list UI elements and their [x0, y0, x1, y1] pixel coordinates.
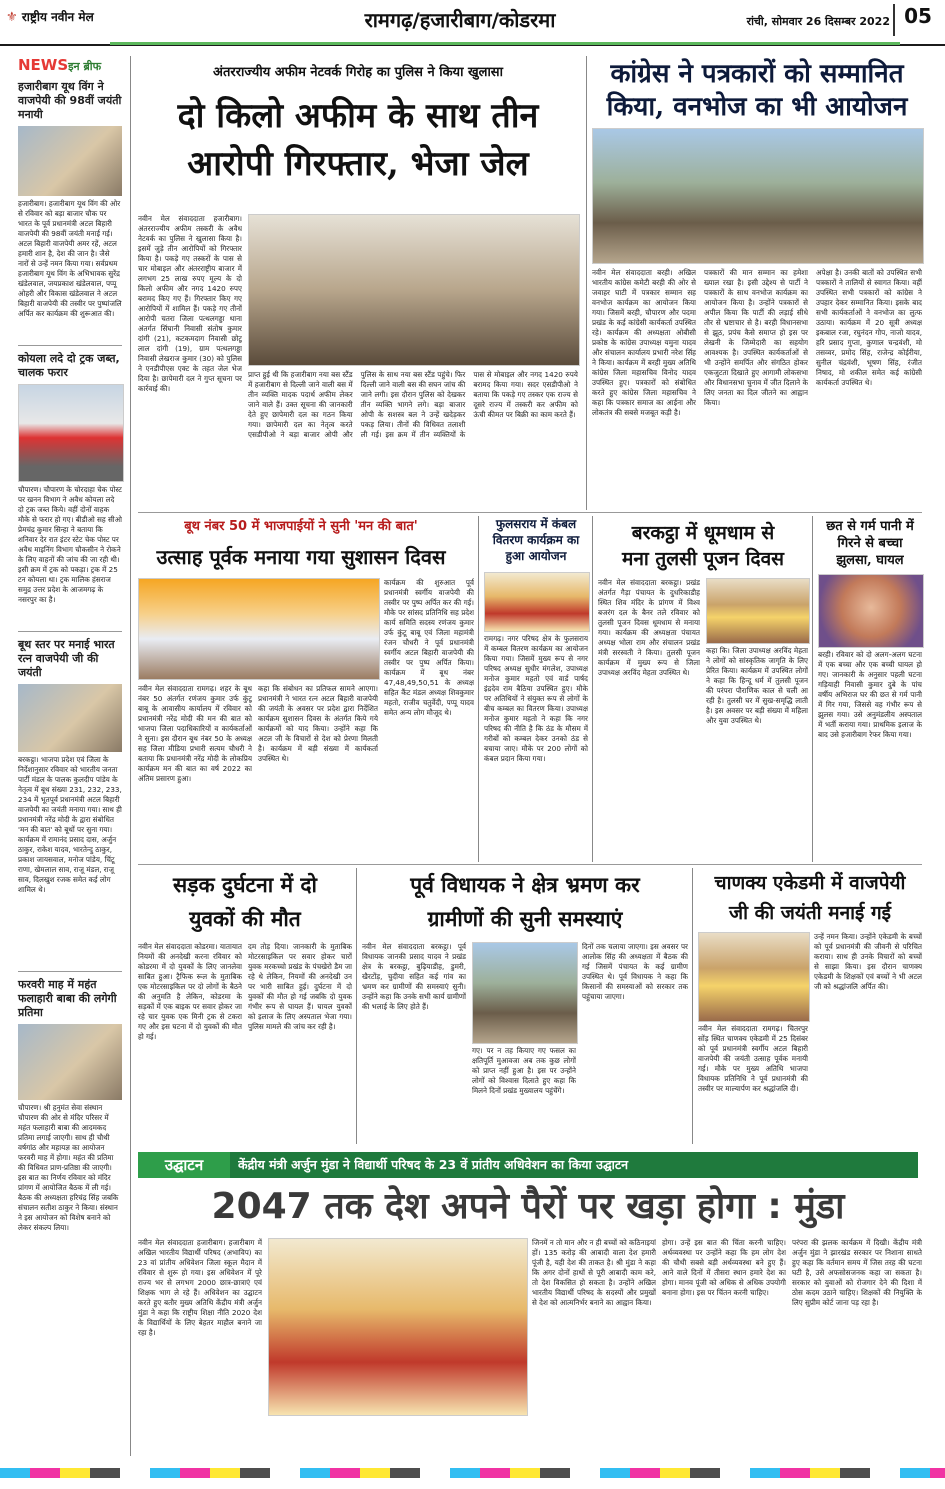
opium-column-2: प्राप्त हुई थी कि हजारीबाग नया बस स्टैंड में हजारीबाग से दिल्ली जाने वाली बस में तीन व्यक्ति मादक पदार्थ अफीम लेकर जाने वाले हैं। उक्त सूचना की जानकारी देते हुए छापेमारी दल का गठन किया गया। छापेमारी दल का नेतृत्व करते एसडीपीओ ने बड़ा बाजार ओपी और पुलिस के साथ नया बस स्टैंड पहुंचे। फिर दिल्ली जाने वाली बस की सघन जांच की जाने लगी। इस दौरान पुलिस को देखकर तीन व्यक्ति भागने लगे। बड़ा बाजार ओपी के सशस्त्र बल ने उन्हें खदेड़कर पकड़ लिया। तीनों की विधिवत तलाशी ली गई। इस क्रम में तीन व्यक्तियों के पास से मोबाइल और नगद 1420 रुपये बरामद किया गया। सदर एसडीपीओ ने बताया कि पकड़े गए तस्कर एक राज्य से दूसरे राज्य में तस्करी कर अफीम को ऊंची कीमत पर बिक्री का काम करते हैं। [248, 370, 578, 439]
header-rule [110, 42, 900, 45]
masthead [6, 8, 94, 25]
sushasan-column-3: कार्यक्रम की शुरुआत पूर्व प्रधानमंत्री स्वर्गीय वाजपेयी की तस्वीर पर पुष्प अर्पित कर की गई। मौके पर सांसद प्रतिनिधि सह प्रदेश कार्य समिति सदस्य रणंजय कुमार उर्फ कुंटू बाबू एवं जिला महामंत्री रंजन चौधरी ने पूर्व प्रधानमंत्री स्वर्गीय अटल बिहारी वाजपेयी की तस्वीर पर पुष्प अर्पित किया। कार्यक्रम में बूथ नंबर 47,48,49,50,51 के अध्यक्ष सहित कैंट मंडल अध्यक्ष शिवकुमार महतो, राजीव चतुर्वेदी, पप्पू यादव समेत अन्य लोग मौजूद थे। [384, 578, 474, 717]
baby-body: बरही। रविवार को दो अलग-अलग घटना में एक बच्चा और एक बच्ची घायल हो गए। जानकारी के अनुसार पहली घटना गड़ियाही निवासी कुमार दुबे के पांच वर्षीय अभिराज घर की छत से गर्म पानी में गिर गया, जिससे वह गंभीर रूप से झुलस गया। उसे अनुमंडलीय अस्पताल में भर्ती कराया गया। प्राथमिक इलाज के बाद उसे हजारीबाग रेफर किया गया। [818, 650, 922, 739]
sushasan-column-1: नवीन मेल संवाददाता रामगढ़। शहर के बूथ नंबर 50 अंतर्गत रणंजय कुमार उर्फ कुंटू बाबू के आवासीय कार्यालय में रविवार को प्रधानमंत्री नरेंद्र मोदी की मन की बात को भाजपा जिला पदाधिकारियों व कार्यकर्ताओं ने सुना। इस दौरान बूथ नंबर 50 के अध्यक्ष सह जिला मीडिया प्रभारी सत्यम चौधरी ने बताया कि प्रधानमंत्री नरेंद्र मोदी के लोकप्रिय कार्यक्रम मन की बात का वर्ष 2022 का अंतिम प्रसारण हुआ। [138, 684, 252, 783]
congress-column-3: अपेक्षा है। उनकी बातों को उपस्थित सभी पत्रकारों ने तालियों से स्वागत किया। वहीं उपस्थित सभी पत्रकारों को कांग्रेस ने उपहार देकर सम्मानित किया। इसके बाद सभी कार्यकर्ताओं ने वनभोज का लुत्फ उठाया। कार्यक्रम में 20 सूत्री अध्यक्ष इकबाल रजा, रघुनंदन गोप, नाजो यादव, हरि प्रसाद गुप्ता, कुणाल चन्द्रवंशी, मो तसव्वर, प्रमोद सिंह, राजेन्द्र कोईरीया, सुनील चंद्रवंशी, भूषण सिंह, रंजीत निषाद, मो शकील समेत कई कांग्रेसी कार्यकर्ता उपस्थित थे। [816, 268, 922, 387]
color-registration-strip [0, 1460, 945, 1489]
inauguration-tag: उद्घाटन [138, 1152, 230, 1178]
kambal-body: रामगढ़। नगर परिषद क्षेत्र के फुलसराय में कम्बल वितरण कार्यक्रम का आयोजन किया गया। जिसमें मुख्य रूप से नगर परिषद अध्यक्ष सुधीर मंगलेश, उपाध्यक्ष मनोज कुमार महतो एवं वार्ड पार्षद इंद्रदेव राम बैठिया उपस्थित हुए। मौके पर अतिथियों ने संयुक्त रूप से लोगों के बीच कम्बल का वितरण किया। उपाध्यक्ष मनोज कुमार महतो ने कहा कि नगर परिषद की नीति है कि ठंड के मौसम में गरीबों को कम्बल देकर उनको ठंड से बचाया जाए। मौके पर 200 लोगों को कंबल प्रदान किया गया। [484, 634, 588, 763]
chanakya-column-2: उन्हें नमन किया। उन्होंने एकेडमी के बच्चों को पूर्व प्रधानमंत्री की जीवनी से परिचित कराया। साथ ही उनके विचारों को बच्चों से साझा किया। इस दौरान चाणक्य एकेडमी के शिक्षकों एवं बच्चों ने भी अटल जी को श्रद्धांजलि अर्पित की। [814, 932, 922, 991]
vidhayak-column-1: नवीन मेल संवाददाता बरकट्ठा। पूर्व विधायक जानकी प्रसाद यादव ने प्रखंड क्षेत्र के बरकट्ठा, बुढ़ियाडीह, डुमरी, खैरटोंड़, चुदीया सहित कई गांव का भ्रमण कर ग्रामीणों की समस्याएं सुनी। उन्होंने कहा कि उनके सभी कार्य ग्रामीणों की भलाई के लिए होते हैं। [362, 942, 466, 1011]
vidhayak-headline: पूर्व विधायक ने क्षेत्र भ्रमण कर ग्रामीणों की सुनी समस्याएं [410, 872, 640, 931]
brief-photo-3 [18, 684, 122, 752]
edition-title: रामगढ़/हजारीबाग/कोडरमा [364, 8, 556, 32]
brief-headline-1: हजारीबाग यूथ विंग ने वाजपेयी की 98वीं जयंती मनायी [18, 80, 122, 121]
injured-child-photo [818, 574, 924, 648]
tulsi-column-2: कहा कि। जिला उपाध्यक्ष अरविंद मेहता ने लोगों को सांस्कृतिक जागृति के लिए प्रेरित किया। कार्यक्रम में उपस्थित लोगों ने कहा कि हिन्दू धर्म में तुलसी पूजन की परंपरा पौराणिक काल से चली आ रही है। तुलसी घर में सुख-समृद्धि लाती है। इस अवसर पर बड़ी संख्या में महिला और युवा उपस्थित थे। [706, 646, 808, 725]
bird-logo-icon: ⚜ [6, 10, 18, 25]
opium-column-1: नवीन मेल संवाददाता हजारीबाग। अंतरराज्यीय अफीम तस्करी के अवैध नेटवर्क का पुलिस ने खुलासा किया है। इसमें जुड़े तीन आरोपियों को गिरफ्तार किया है। पकड़े गए तस्करों के पास से चार मोबाइल और अंतरराष्ट्रीय बाजार में लगभग 25 लाख रुपए मूल्य के दो किलो अफीम और नगद 1420 रुपए बरामद किए गए हैं। गिरफ्तार किए गए आरोपियों में शामिल हैं। पकड़े गए तीनों आरोपी चतरा जिला पत्थलगड्डा थाना अंतर्गत सिंघानी निवासी संतोष कुमार दांगी (21), कटकमदाग निवासी छोटू लाल दांगी (19), ग्राम पत्थलगड्डा निवासी लेखराज कुमार (30) को पुलिस ने एनडीपीएस एक्ट के तहत जेल भेज दिया है। छापेमारी दल ने गुप्त सूचना पर कार्रवाई की। [138, 214, 242, 393]
news-in-brief-sidebar [18, 56, 122, 1416]
brief-headline-4: फरवरी माह में महंत फलाहारी बाबा की लगेगी प्रतिमा [18, 978, 117, 1019]
divider [18, 345, 122, 346]
congress-column-1: नवीन मेल संवाददाता बरही। अखिल भारतीय कांग्रेस कमेटी बरही की ओर से जवाहर घाटी में पत्रकार सम्मान सह वनभोज कार्यक्रम का आयोजन किया गया। जिसमें बरही, चौपारण और पदमा प्रखंड के कई कांग्रेसी कार्यकर्ता उपस्थित रहे। कार्यक्रम की अध्यक्षता ओबीसी प्रकोष्ठ के कांग्रेस उपाध्यक्ष यमुना यादव और संचालन कार्यालय प्रभारी नरेश सिंह ने किया। कार्यक्रम में बरही मुख्य अतिथि कांग्रेस जिला महासचिव विनोद यादव उपस्थित हुए। पत्रकारों को संबोधित करते हुए कांग्रेस जिला महासचिव ने कहा कि पत्रकार समाज का आईना और लोकतंत्र की सबसे मजबूत कड़ी है। [592, 268, 696, 417]
masthead-text: राष्ट्रीय नवीन मेल [21, 10, 94, 24]
column-divider [586, 56, 587, 510]
column-divider [592, 516, 593, 862]
tulsi-photo [706, 578, 810, 644]
chanakya-column-1: नवीन मेल संवाददाता रामगढ़। चितरपुर सोंड़ स्थित चाणक्य एकेडमी में 25 दिसंबर को पूर्व प्रधानमंत्री स्वर्गीय अटल बिहारी वाजपेयी की जयंती उत्साह पूर्वक मनायी गई। मौके पर मुख्य अतिथि भाजपा विधायक प्रतिनिधि ने पूर्व प्रधानमंत्री की तस्वीर पर माल्यार्पण कर श्रद्धांजलि दी। [698, 1024, 808, 1093]
sushasan-column-2: कहा कि संबोधन का प्रतिफल सामने आएगा। प्रधानमंत्री ने भारत रत्न अटल बिहारी वाजपेयी की जयंती के अवसर पर प्रदेश द्वारा निर्देशित कार्यक्रम सुशासन दिवस के अंतर्गत किये गये कार्यक्रमों को याद किया। उन्होंने कहा कि अटल जी के विचारों से देश को प्रेरणा मिलती है। कार्यक्रम में बड़ी संख्या में कार्यकर्ता उपस्थित थे। [258, 684, 378, 763]
bjp-event-photo [138, 578, 380, 680]
brief-photo-4 [18, 1024, 122, 1100]
opium-headline: दो किलो अफीम के साथ तीन आरोपी गिरफ्तार, भेजा जेल [177, 96, 539, 184]
kambal-photo [484, 572, 590, 632]
brief-body-1: हजारीबाग। हजारीबाग यूथ विंग की ओर से रविवार को बड़ा बाजार चौक पर भारत के पूर्व प्रधानमंत्री अटल बिहारी वाजपेयी की 98वीं जयंती मनाई गई। अटल बिहारी वाजपेयी अमर रहें, अटल हमारी शान है, देश की जान है। जैसे नारों से उन्हें नमन किया गया। सर्वप्रथम हजारीबाग यूथ विंग के अभिभावक सुरेंद्र खंडेलवाल, जयप्रकाश खंडेलवाल, पप्पू ओहरी और विकास खंडेलवाल ने अटल बिहारी वाजपेयी की तस्वीर पर पुष्पांजलि अर्पित कर कार्यक्रम की शुरूआत की। [18, 199, 122, 318]
column-divider [356, 868, 357, 1144]
brief-body-4: चौपारण। श्री हनुमंत सेवा संस्थान चौपारण की ओर से मंदिर परिसर में महंत फलाहारी बाबा की आदमकद प्रतिमा लगाई जाएगी। साथ ही चौथी वर्षगांठ और महायज्ञ का आयोजन फरवरी माह में होगा। महंत की प्रतिमा की विधिवत प्राण-प्रतिष्ठा की जाएगी। इस बात का निर्णय रविवार को मंदिर प्रांगण में आयोजित बैठक में ली गई। बैठक की अध्यक्षता हरिचंद्र सिंह जबकि संचालन सतीश ठाकुर ने किया। संस्थान ने इस आयोजन को विशेष बनाने को लेकर संकल्प लिया। [18, 1103, 119, 1232]
column-divider [692, 868, 693, 1144]
munda-stage-photo [268, 1238, 528, 1416]
divider [18, 971, 122, 972]
congress-headline: कांग्रेस ने पत्रकारों को सम्मानित किया, वनभोज का भी आयोजन [606, 59, 908, 122]
accident-column-2: दम तोड़ दिया। जानकारी के मुताबिक मोटरसाइकिल पर सवार होकर चारों युवक मरकच्चो प्रखंड के पंचखेरो डैम जा रहे थे लेकिन, नियमों की अनदेखी उन पर भारी साबित हुई। दुर्घटना में दो युवकों की मौत हो गई जबकि दो युवक गंभीर रूप से घायल हैं। घायल युवकों को इलाज के लिए अस्पताल भेजा गया। पुलिस मामले की जांच कर रही है। [248, 942, 352, 1031]
chanakya-photo [698, 932, 810, 1022]
divider [18, 631, 122, 632]
sushasan-headline: उत्साह पूर्वक मनाया गया सुशासन दिवस [156, 545, 446, 569]
munda-kicker: केंद्रीय मंत्री अर्जुन मुंडा ने विद्यार्थी परिषद के 23 वें प्रांतीय अधिवेशन का किया उद्घाटन [238, 1157, 629, 1172]
dateline: रांची, सोमवार 26 दिसम्बर 2022 [746, 15, 890, 28]
congress-column-2: पत्रकारों की मान सम्मान का हमेशा ख्याल रखा है। इसी उद्देश्य से पार्टी ने पत्रकारों के साथ वनभोज कार्यक्रम का आयोजन किया है। उन्होंने पत्रकारों से अपील किया कि पार्टी की लड़ाई सीधे तौर से भ्रष्टाचार से है। बरही विधानसभा से झूठ, प्रपंच कैसे समाप्त हो इस पर लेखनी के जिम्मेदारी का सहयोग आवश्यक है। उपस्थित कार्यकर्ताओं से भी उन्होंने समर्पित और संगठित होकर एकजुटता दिखाते हुए आगामी लोकसभा और विधानसभा चुनाव में जीत दिलाने के लिए जनता का दिल जीतने का आह्वान किया। [704, 268, 808, 407]
munda-headline: 2047 तक देश अपने पैरों पर खड़ा होगा : मुंडा [211, 1186, 845, 1227]
vidhayak-column-2: गए। पर न तह कियाए गए फसल का क्षतिपूर्ति मुआवजा अब तक कुछ लोगों को प्राप्त नहीं हुआ है। इस पर उन्होंने लोगों को विश्वास दिलाते हुए कहा कि मिलने दिनों प्रखंड मुख्यालय पहुंचेंगे। [472, 1046, 576, 1095]
page-number: 05 [893, 4, 941, 36]
munda-column-3: होगा। उन्हें इस बात की चिंता करनी चाहिए। अर्थव्यवस्था पर उन्होंने कहा कि हम लोग देश की चौथी सबसे बड़ी अर्थव्यवस्था बने हुए हैं। आने वाले दिनों में तीसरा स्थान हमारे देश का होगा। मानव पूंजी को अधिक से अधिक उपयोगी बनाना होगा। इस पर चिंतन करनी चाहिए। [662, 1238, 786, 1297]
brief-headline-3: बूथ स्तर पर मनाई भारत रत्न वाजपेयी जी की जयंती [18, 638, 115, 679]
vidhayak-column-3: दिनों तक चलाया जाएगा। इस अवसर पर आलोक सिंह की अध्यक्षता में बैठक की गई जिसमें पंचायत के कई ग्रामीण उपस्थित थे। पूर्व विधायक ने कहा कि किसानों की समस्याओं को सरकार तक पहुंचाया जाएगा। [582, 942, 688, 1001]
column-divider [478, 516, 479, 862]
section-rule [138, 864, 922, 865]
baby-headline: छत से गर्म पानी में गिरने से बच्चा झुलसा, घायल [826, 519, 914, 568]
truck-photo [18, 384, 124, 482]
tulsi-headline: बरकट्ठा में धूमधाम से मना तुलसी पूजन दिवस [621, 522, 784, 570]
section-rule [138, 512, 922, 513]
brief-body-3: बरकट्ठा। भाजपा प्रदेश एवं जिला के निर्देशानुसार रविवार को भारतीय जनता पार्टी मंडल के पालक कुलदीप पांडेय के नेतृत्व में बूथ संख्या 231, 232, 233, 234 में भूतपूर्व प्रधानमंत्री अटल बिहारी वाजपेयी का जयंती मनाया गया। साथ ही प्रधानमंत्री नरेंद्र मोदी के द्वारा संबोधित 'मन की बात' को बूथों पर सुना गया। कार्यक्रम में रामानंद प्रसाद दास, अर्जुन ठाकुर, राकेश यादव, भारतेन्दु ठाकुर, प्रकाश जायसवाल, मनोज पांडेय, चिंटू राणा, खेमलाल साव, राजू मंडल, राजू साव, दिलखुश रजक समेत कई लोग शामिल थे। [18, 755, 122, 894]
brief-body-2: चौपारण। चौपारण के चोरदाहा चेक पोस्ट पर खनन विभाग ने अवैध कोयला लदे दो ट्रक जब्त किये। वहीं दोनों वाहक मौके से फरार हो गए। बीडीओ सह सीओ प्रेमचंद्र कुमार सिन्हा ने बताया कि शनिवार देर रात इंटर स्टेट चेक पोस्ट पर अवैध माइनिंग विभाग चौकसीन ने रोकने के लिए वाहनों की जांच की जा रही थी। इसी क्रम में ट्रक को पकड़ा। ट्रक में 25 टन कोयला था। ट्रक मालिक हंसराज समुद्र उत्तर प्रदेश के आजमगढ़ के नसरपुर का है। [18, 485, 122, 604]
column-divider [130, 56, 131, 1456]
news-brief-brand: NEWSइन ब्रीफ [18, 56, 102, 74]
vidhayak-photo [472, 942, 578, 1044]
column-divider [812, 516, 813, 862]
opium-kicker: अंतरराज्यीय अफीम नेटवर्क गिरोह का पुलिस ने किया खुलासा [213, 65, 503, 80]
inauguration-banner [138, 1152, 918, 1178]
chanakya-headline: चाणक्य एकेडमी में वाजपेयी जी की जयंती मनाई गई [714, 872, 906, 924]
accident-headline: सड़क दुर्घटना में दो युवकों की मौत [173, 872, 317, 931]
brief-headline-2: कोयला लदे दो ट्रक जब्त, चालक फरार [18, 352, 120, 379]
munda-column-4: परंपरा की झलक कार्यक्रम में दिखी। केंद्रीय मंत्री अर्जुन मुंडा ने झारखंड सरकार पर निशाना साधते हुए कहा कि वर्तमान समय में जिस तरह की घटना घटी है, उसे अफसोसजनक कहा जा सकता है। सरकार को युवाओं को रोजगार देने की दिशा में ठोस कदम उठाने चाहिए। शिक्षकों की नियुक्ति के लिए सुप्रीम कोर्ट जाना पड़ रहा है। [792, 1238, 922, 1307]
sushasan-kicker: बूथ नंबर 50 में भाजपाईयों ने सुनी 'मन की बात' [184, 519, 418, 534]
kambal-headline: फुलसराय में कंबल वितरण कार्यक्रम का हुआ आयोजन [492, 517, 580, 563]
accident-column-1: नवीन मेल संवाददाता कोडरमा। यातायात नियमों की अनदेखी करना रविवार को कोडरमा में दो युवकों के लिए जानलेवा साबित हुआ। ट्रैफिक रूल के मुताबिक एक मोटरसाइकिल पर दो लोगों के बैठने की अनुमति है लेकिन, कोडरमा के सड़कों में एक बाइक पर सवार होकर जा रहे चार युवक एक मिनी ट्रक से टकरा गए और इस घटना में दो युवकों की मौत हो गई। [138, 942, 242, 1041]
police-press-photo [248, 214, 580, 366]
congress-group-photo [592, 128, 924, 264]
brief-photo-1 [18, 126, 122, 196]
munda-column-1: नवीन मेल संवाददाता हजारीबाग। हजारीबाग में अखिल भारतीय विद्यार्थी परिषद (अभाविप) का 23 वां प्रांतीय अधिवेशन जिला स्कूल मैदान में रविवार से शुरू हो गया। इस अधिवेशन में पूरे राज्य भर से लगभग 2000 छात्र-छात्राएं एवं शिक्षक भाग ले रहे हैं। अधिवेशन का उद्घाटन करते हुए बतौर मुख्य अतिथि केंद्रीय मंत्री अर्जुन मुंडा ने कहा कि राष्ट्रीय शिक्षा नीति 2020 देश के विद्यार्थियों के लिए बेहतर माहौल बनाने जा रहा है। [138, 1238, 262, 1337]
tulsi-column-1: नवीन मेल संवाददाता बरकट्ठा। प्रखंड अंतर्गत गैड़ा पंचायत के दुधरिकाडीह स्थित शिव मंदिर के प्रांगण में विश्व बजरंग दल के बैनर तले रविवार को तुलसी पूजन दिवस धूमधाम से मनाया गया। कार्यक्रम की अध्यक्षता पंचायत अध्यक्ष भोला राम और संचालन प्रखंड मंत्री सरस्वती ने किया। तुलसी पूजन कार्यक्रम में मुख्य रूप से जिला उपाध्यक्ष अरविंद मेहता उपस्थित थे। [598, 578, 700, 677]
munda-column-2: जिनमें न तो मान और न ही बच्चों को कठिनाइयां हों। 135 करोड़ की आबादी वाला देश हमारी पूंजी है, यही देश की ताकत है। श्री मुंडा ने कहा कि अगर दोनों हाथों से पूरी आबादी काम करे, तो देश विकसित हो सकता है। उन्होंने अखिल भारतीय विद्यार्थी परिषद के सदस्यों और प्रमुखों से देश को आत्मनिर्भर बनाने का आह्वान किया। [532, 1238, 656, 1307]
